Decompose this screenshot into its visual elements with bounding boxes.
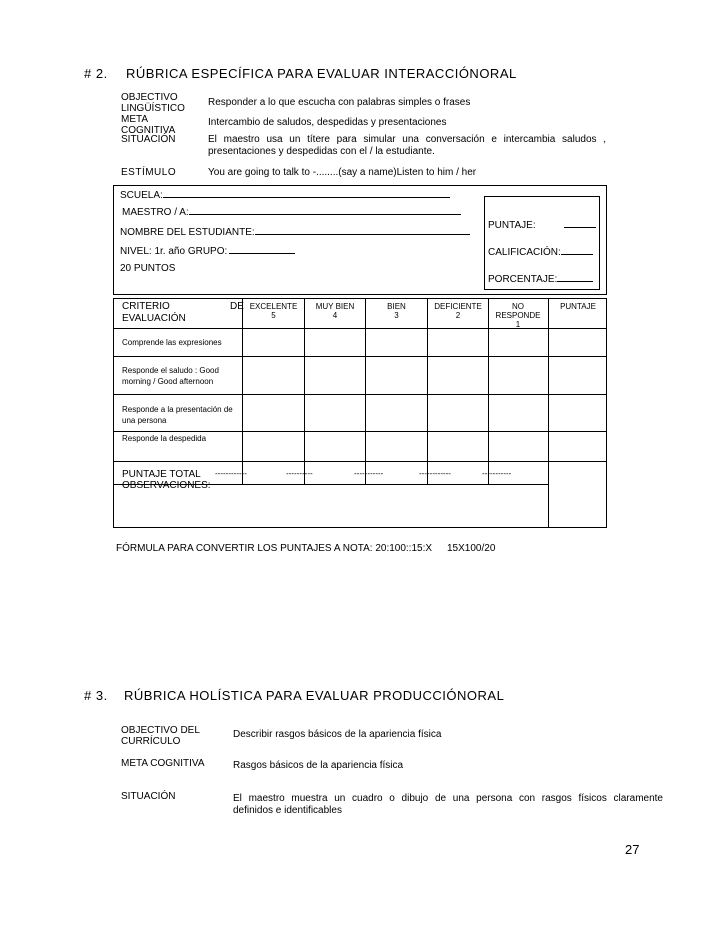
situacion-line1: El maestro muestra un cuadro o dibujo de una persona con rasgos físicos claramente [233,793,663,804]
puntos-text: 20 PUNTOS [120,263,176,274]
column-excelente: EXCELENTE 5 [249,302,298,320]
calificacion-field[interactable] [488,245,593,258]
situacion-line2: definidos e identificables [233,805,342,816]
rubric-row-label: Comprende las expresiones [122,338,222,347]
column-bien: BIEN 3 [387,302,406,320]
estudiante-field[interactable] [120,225,470,238]
objetivo-value: Describir rasgos básicos de la apariencia física [233,729,442,740]
objetivo-value: Responder a lo que escucha con palabras simples o frases [208,97,471,108]
column-deficiente: DEFICIENTE 2 [434,302,482,320]
column-muy-bien: MUY BIEN 4 [315,302,355,320]
rubric-row-label: Responde a la presentación de una persona [122,405,233,425]
estudiante-label: NOMBRE DEL ESTUDIANTE: [120,227,255,238]
maestro-label: MAESTRO / A: [122,207,189,218]
situacion-label: SITUACIÓN [121,134,176,145]
meta-value: Intercambio de saludos, despedidas y presentaciones [208,117,447,128]
situacion-label: SITUACIÓN [121,791,176,802]
escuela-label: SCUELA: [120,190,163,201]
total-dashes: ------------ [215,469,247,478]
total-dashes: ----------- [482,469,512,478]
estimulo-label: ESTÍMULO [121,167,177,178]
rubric-row-label: Responde el saludo : Good morning / Good afternoon [122,366,219,386]
section-title: RÚBRICA HOLÍSTICA PARA EVALUAR PRODUCCIÓNORAL [124,688,505,703]
objetivo-label: OBJECTIVO DEL CURRÍCULO [121,725,200,747]
observaciones-label: OBSERVACIONES: [122,480,211,491]
criterio-de: DE [230,301,244,312]
criterio-header: CRITERIO [122,301,170,312]
nivel-field[interactable] [120,244,295,257]
puntaje-label: PUNTAJE: [488,220,536,231]
formula-calc: 15X100/20 [447,543,496,554]
section-number: # 2. [84,66,108,81]
estimulo-value: You are going to talk to -........(say a name)Listen to him / her [208,167,477,178]
section-number: # 3. [84,688,108,703]
column-no-responde: NO RESPONDE 1 [495,302,541,329]
column-puntaje: PUNTAJE [560,302,596,311]
puntaje-total-label: PUNTAJE TOTAL [122,469,201,480]
formula-text: FÓRMULA PARA CONVERTIR LOS PUNTAJES A NOTA: 20:100::15:X [116,543,433,554]
porcentaje-label: PORCENTAJE: [488,274,558,285]
rubric-row-label: Responde la despedida [122,434,207,443]
objetivo-label: OBJECTIVO LINGÜÍSTICO [121,92,185,114]
porcentaje-field[interactable] [488,272,593,285]
nivel-label: NIVEL: 1r. año GRUPO: [120,246,228,257]
meta-label: META COGNITIVA [121,114,176,136]
section-title: RÚBRICA ESPECÍFICA PARA EVALUAR INTERACCIÓNORAL [126,66,517,81]
maestro-field[interactable] [122,205,461,218]
total-dashes: ----------- [354,469,384,478]
situacion-line2: presentaciones y despedidas con el / la estudiante. [208,146,435,157]
total-dashes: ------------ [419,469,451,478]
criterio-header-2: EVALUACIÓN [122,313,186,324]
situacion-line1: El maestro usa un títere para simular una conversación e intercambia saludos , [208,134,606,145]
page-number: 27 [625,842,640,857]
meta-value: Rasgos básicos de la apariencia física [233,760,404,771]
meta-label: META COGNITIVA [121,758,205,769]
total-dashes: ---------- [286,469,313,478]
calificacion-label: CALIFICACIÓN: [488,247,561,258]
escuela-field[interactable] [120,188,450,201]
puntaje-field[interactable] [488,218,596,231]
